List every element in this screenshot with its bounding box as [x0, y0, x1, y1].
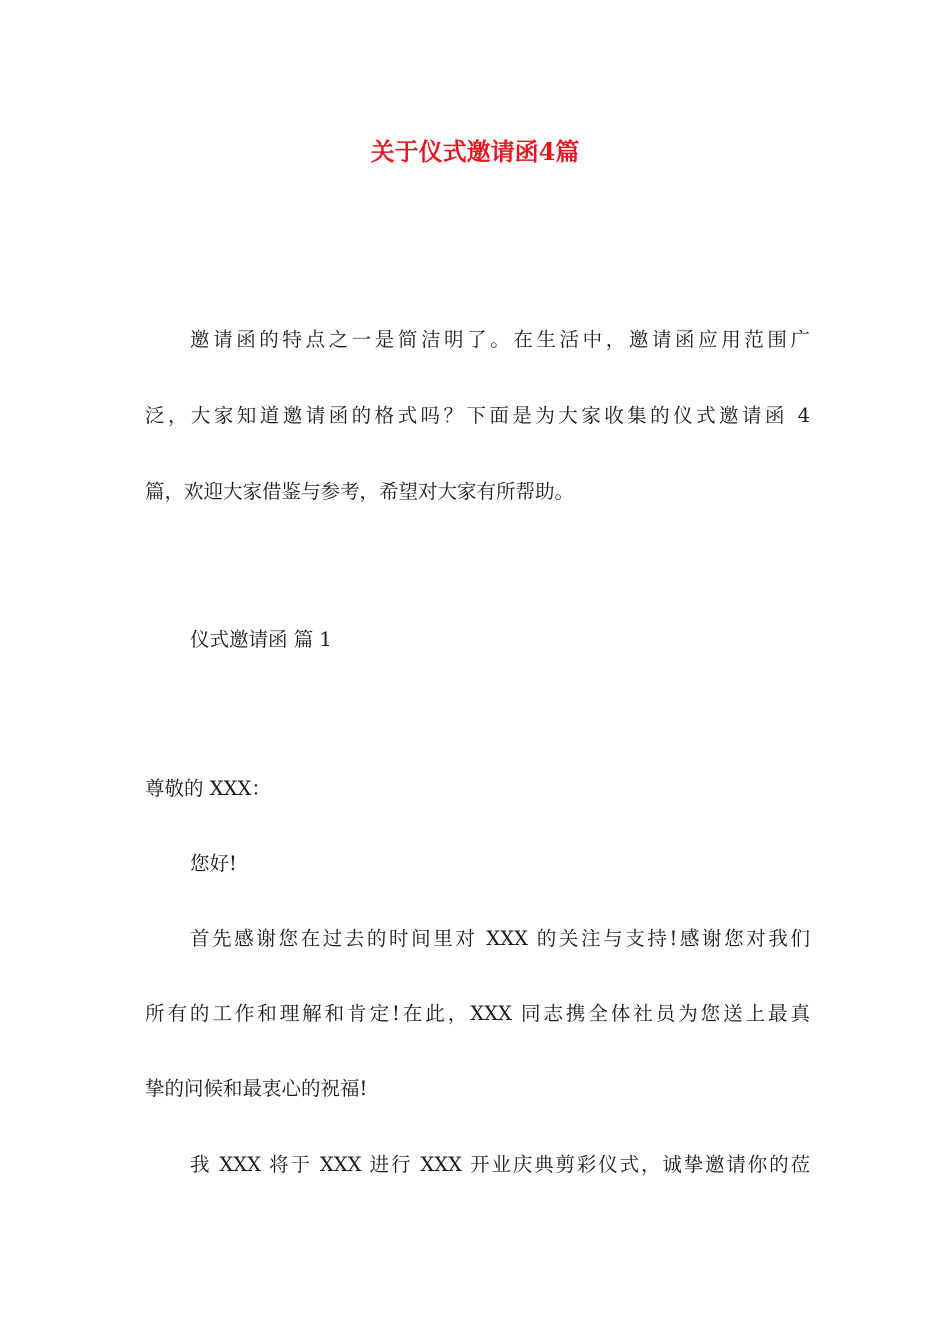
para2-line-1: 我 XXX 将于 XXX 进行 XXX 开业庆典剪彩仪式，诚挚邀请你的莅: [190, 1153, 810, 1176]
para1-line-3: 挚的问候和最衷心的祝福!: [145, 1077, 368, 1100]
greeting: 您好!: [190, 852, 237, 875]
section-heading: 仪式邀请函 篇 1: [190, 628, 332, 651]
intro-line-1: 邀请函的特点之一是简洁明了。在生活中，邀请函应用范围广: [190, 328, 810, 351]
document-title: 关于仪式邀请函4篇: [370, 137, 580, 166]
intro-line-3: 篇，欢迎大家借鉴与参考，希望对大家有所帮助。: [145, 480, 575, 503]
para1-line-2: 所有的工作和理解和肯定!在此，XXX 同志携全体社员为您送上最真: [145, 1002, 810, 1025]
salutation: 尊敬的 XXX：: [145, 777, 271, 800]
para1-line-1: 首先感谢您在过去的时间里对 XXX 的关注与支持!感谢您对我们: [190, 927, 810, 950]
intro-line-2: 泛，大家知道邀请函的格式吗？下面是为大家收集的仪式邀请函 4: [145, 404, 810, 427]
